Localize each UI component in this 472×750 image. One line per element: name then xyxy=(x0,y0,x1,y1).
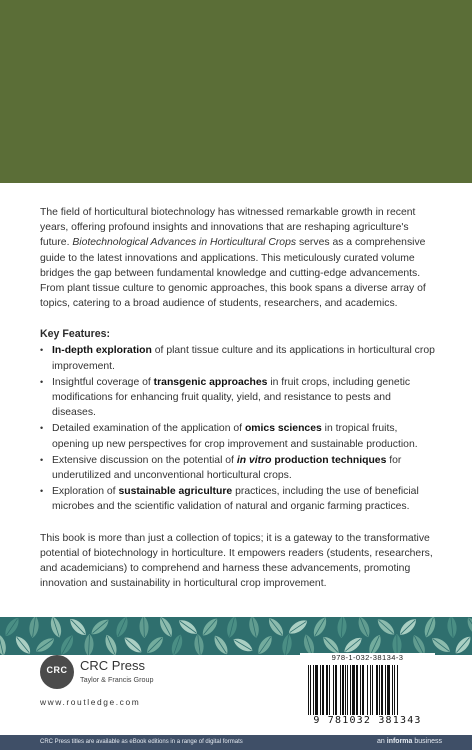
barcode-bars xyxy=(308,665,427,715)
intro-text-b: serves as a comprehensive guide to the latest innovations and applications. This meticulously curated volume bridges the gap between fundamental knowledge and cutting-edge advancements. From plant tissue culture to genomic approaches, this book spans a diverse array of topics, catering to a broad audience of students, researchers, and academics. xyxy=(40,237,426,310)
bullet-icon: • xyxy=(40,345,44,356)
leaf-shape xyxy=(13,634,34,655)
barcode-bar xyxy=(381,665,383,715)
barcode-bar xyxy=(387,665,390,715)
barcode-bar xyxy=(313,665,314,715)
barcode-bar xyxy=(326,665,328,715)
feature-item: • Exploration of sustainable agriculture practices, including the use of beneficial microbes and the scientific validation of natural and organic farming practices. xyxy=(40,486,419,513)
barcode-bar xyxy=(315,665,318,715)
barcode-bar xyxy=(360,665,361,715)
leaf-pattern xyxy=(0,617,472,655)
barcode-bar xyxy=(356,665,358,715)
leaf-pattern-band xyxy=(0,617,472,655)
leaf-shape xyxy=(311,617,330,639)
leaf-shape xyxy=(211,633,231,655)
barcode-bar xyxy=(394,665,395,715)
barcode-bar xyxy=(335,665,337,715)
features-list xyxy=(40,343,435,514)
barcode-bar xyxy=(342,665,344,715)
barcode-bar xyxy=(367,665,368,715)
leaf-shape xyxy=(58,633,77,655)
informa-tagline: an informa business xyxy=(377,738,442,745)
bullet-icon: • xyxy=(40,376,44,387)
back-cover-text xyxy=(40,205,435,591)
bullet-icon: • xyxy=(40,423,44,434)
barcode-bar xyxy=(308,665,309,715)
barcode-bar xyxy=(392,665,393,715)
leaf-shape xyxy=(0,618,2,637)
barcode-bar xyxy=(329,665,330,715)
isbn-text: 978-1-032-38134-3 xyxy=(331,653,404,662)
barcode-bar xyxy=(352,665,355,715)
key-features xyxy=(40,327,435,514)
book-title: Biotechnological Advances in Horticultural Crops xyxy=(72,237,297,249)
crc-logo-text: CRC xyxy=(46,665,68,675)
bullet-icon: • xyxy=(40,454,44,465)
leaf-shape xyxy=(255,633,275,655)
barcode-bar xyxy=(397,665,398,715)
leaf-shape xyxy=(464,617,472,639)
barcode-bar xyxy=(376,665,378,715)
leaf-shape xyxy=(266,617,287,638)
feature-item: • Extensive discussion on the potential of in vitro production techniques for underutilized and unconventional horticultural crops. xyxy=(40,454,402,482)
barcode-bar xyxy=(320,665,321,715)
leaf-shape xyxy=(452,634,472,655)
barcode-bar xyxy=(372,665,373,715)
barcode-bar xyxy=(347,665,348,715)
barcode-bar xyxy=(333,665,334,715)
leaf-shape xyxy=(199,617,220,638)
barcode-bar xyxy=(322,665,324,715)
feature-item: • In-depth exploration of plant tissue culture and its applications in horticultural crop improvement. xyxy=(40,345,435,372)
intro-paragraph xyxy=(40,205,435,311)
leaf-shape xyxy=(2,617,22,639)
isbn-barcode xyxy=(300,653,435,731)
feature-item: • Detailed examination of the application of omics sciences in tropical fruits, opening up new perspectives for crop improvement and sustainable production. xyxy=(40,423,418,450)
outro-paragraph: This book is more than just a collection of topics; it is a gateway to the transformative potential of biotechnology in horticulture. It empowers readers (students, researchers, and academicians) to comprehend and harness these advancements, promoting innovation and sustainability in horticultural crop improvement. xyxy=(40,532,433,590)
cover-color-band xyxy=(0,0,472,183)
footer-ebook-note: CRC Press titles are available as eBook editions in a range of digital formats xyxy=(40,739,243,745)
leaf-shape xyxy=(157,617,175,639)
barcode-bar xyxy=(345,665,346,715)
feature-item: • Insightful coverage of transgenic approaches in fruit crops, including genetic modifications for enhancing fruit quality, yield, and resistance to pests and diseases. xyxy=(40,376,411,419)
barcode-bar xyxy=(362,665,364,715)
key-features-heading: Key Features: xyxy=(40,328,111,341)
barcode-digits: 9 781032 381343 xyxy=(313,715,422,726)
publisher-name: CRC Press xyxy=(80,658,146,673)
crc-logo xyxy=(40,655,74,689)
bullet-icon: • xyxy=(40,486,44,497)
barcode-bar xyxy=(350,665,351,715)
leaf-shape xyxy=(410,633,428,655)
publisher-group: Taylor & Francis Group xyxy=(80,675,154,684)
footer-bar xyxy=(0,735,472,750)
intro-text-a: The field of horticultural biotechnology has witnessed remarkable growth in recent years, offering profound insights and innovations that are reshaping agriculture's future. xyxy=(40,207,416,249)
publisher-website: www.routledge.com xyxy=(40,697,141,707)
barcode-bar xyxy=(370,665,371,715)
barcode-bar xyxy=(340,665,341,715)
barcode-bar xyxy=(379,665,380,715)
barcode-bar xyxy=(310,665,311,715)
barcode-bar xyxy=(385,665,386,715)
